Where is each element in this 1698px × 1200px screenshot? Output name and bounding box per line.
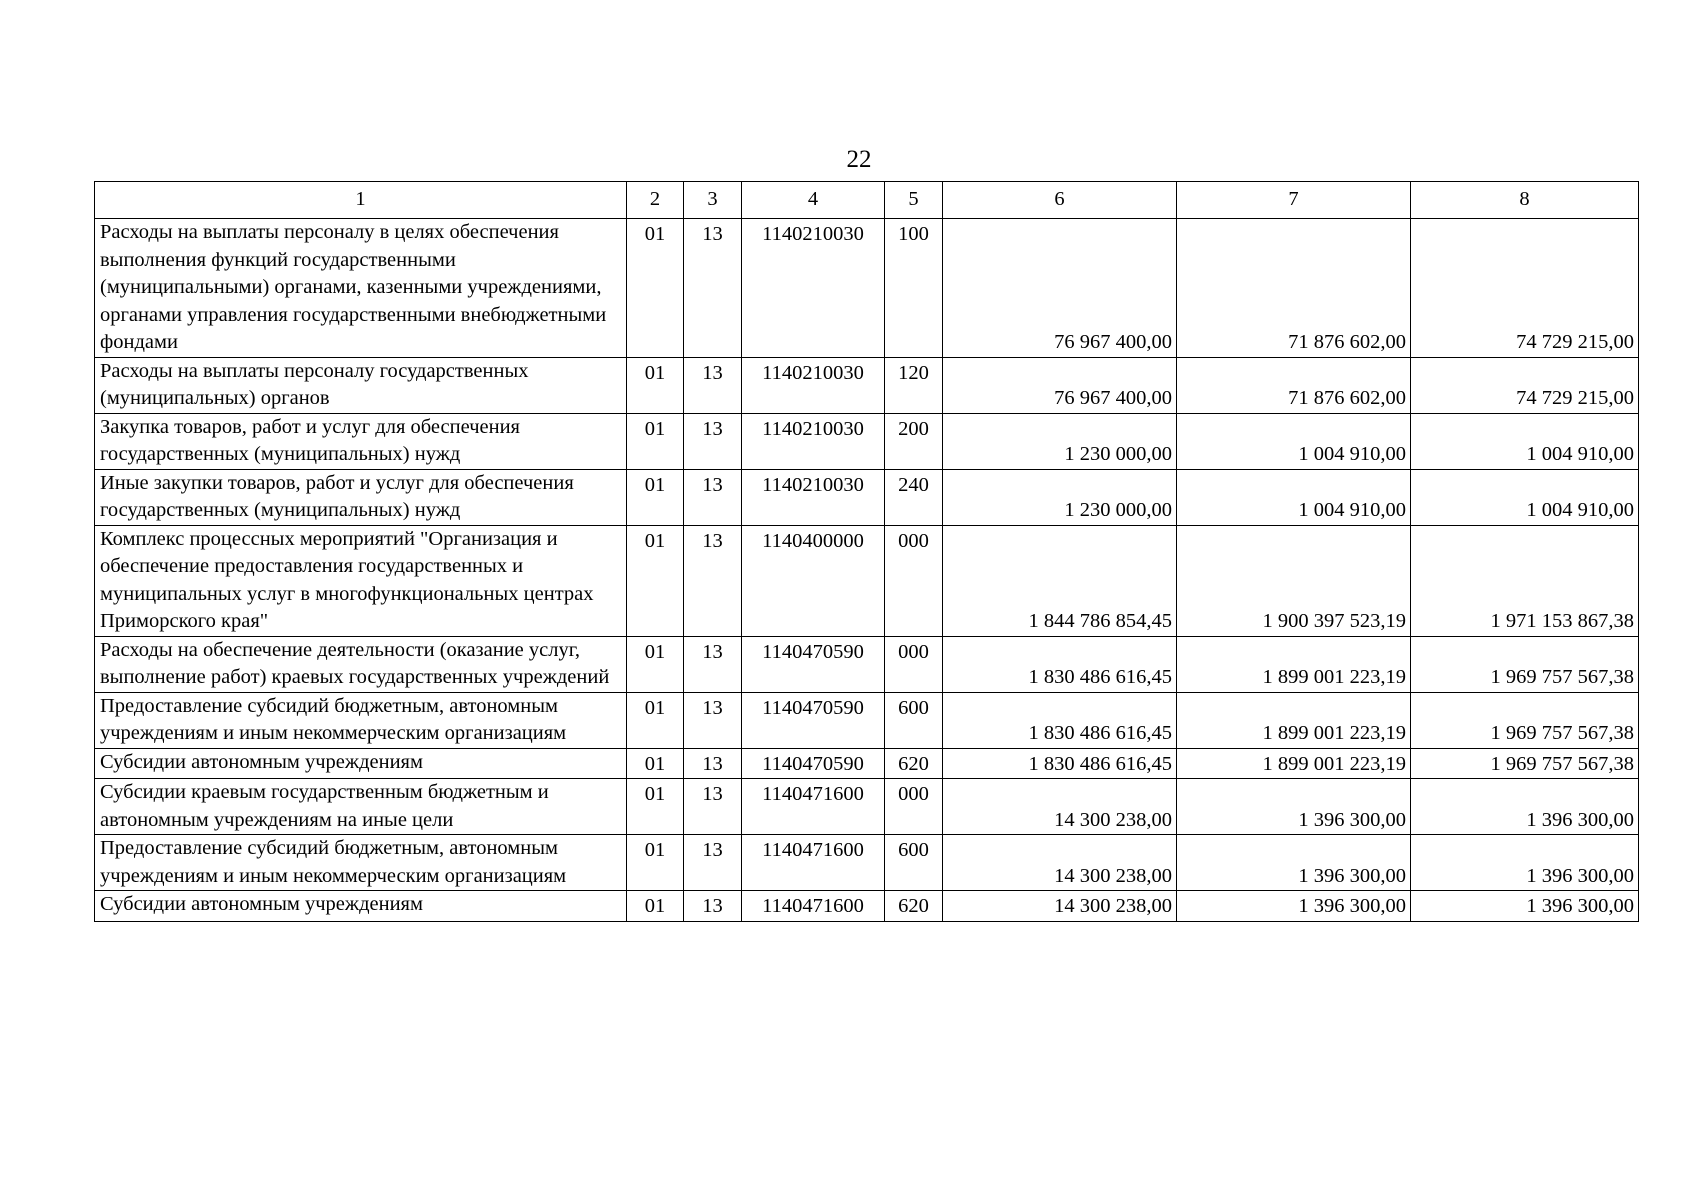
amount-cell: 1 396 300,00 xyxy=(1411,835,1639,891)
expense-type-cell: 000 xyxy=(885,779,943,835)
table-row xyxy=(95,219,1639,358)
row-name-cell: Субсидии автономным учреждениям xyxy=(95,891,627,922)
subsection-code-cell: 13 xyxy=(684,748,742,779)
row-name-cell: Комплекс процессных мероприятий "Организация и обеспечение предоставления государственных и муниципальных услуг в многофункциональных центрах Приморского края" xyxy=(95,525,627,636)
table-row xyxy=(95,692,1639,748)
row-name-cell: Предоставление субсидий бюджетным, автономным учреждениям и иным некоммерческим организациям xyxy=(95,692,627,748)
expense-type-cell: 000 xyxy=(885,525,943,636)
amount-cell: 1 230 000,00 xyxy=(943,469,1177,525)
section-code-cell: 01 xyxy=(627,525,684,636)
header-cell: 7 xyxy=(1177,182,1411,219)
table-body xyxy=(95,219,1639,922)
target-article-cell: 1140470590 xyxy=(742,748,885,779)
subsection-code-cell: 13 xyxy=(684,636,742,692)
expense-type-cell: 600 xyxy=(885,692,943,748)
amount-cell: 14 300 238,00 xyxy=(943,779,1177,835)
page-number: 22 xyxy=(846,146,872,173)
table-row xyxy=(95,748,1639,779)
subsection-code-cell: 13 xyxy=(684,835,742,891)
subsection-code-cell: 13 xyxy=(684,357,742,413)
amount-cell: 1 396 300,00 xyxy=(1177,835,1411,891)
amount-cell: 1 004 910,00 xyxy=(1177,469,1411,525)
section-code-cell: 01 xyxy=(627,692,684,748)
target-article-cell: 1140471600 xyxy=(742,835,885,891)
expense-type-cell: 620 xyxy=(885,891,943,922)
expense-type-cell: 100 xyxy=(885,219,943,358)
header-cell: 6 xyxy=(943,182,1177,219)
target-article-cell: 1140470590 xyxy=(742,636,885,692)
table-row xyxy=(95,891,1639,922)
expense-type-cell: 620 xyxy=(885,748,943,779)
target-article-cell: 1140470590 xyxy=(742,692,885,748)
amount-cell: 14 300 238,00 xyxy=(943,891,1177,922)
amount-cell: 1 969 757 567,38 xyxy=(1411,748,1639,779)
header-cell: 5 xyxy=(885,182,943,219)
amount-cell: 71 876 602,00 xyxy=(1177,219,1411,358)
expense-type-cell: 600 xyxy=(885,835,943,891)
row-name-cell: Закупка товаров, работ и услуг для обеспечения государственных (муниципальных) нужд xyxy=(95,413,627,469)
expense-type-cell: 120 xyxy=(885,357,943,413)
target-article-cell: 1140210030 xyxy=(742,469,885,525)
amount-cell: 1 230 000,00 xyxy=(943,413,1177,469)
target-article-cell: 1140210030 xyxy=(742,413,885,469)
section-code-cell: 01 xyxy=(627,469,684,525)
row-name-cell: Иные закупки товаров, работ и услуг для обеспечения государственных (муниципальных) нужд xyxy=(95,469,627,525)
header-cell: 1 xyxy=(95,182,627,219)
amount-cell: 1 844 786 854,45 xyxy=(943,525,1177,636)
section-code-cell: 01 xyxy=(627,413,684,469)
header-row xyxy=(95,182,1639,219)
section-code-cell: 01 xyxy=(627,636,684,692)
subsection-code-cell: 13 xyxy=(684,469,742,525)
target-article-cell: 1140210030 xyxy=(742,357,885,413)
amount-cell: 1 396 300,00 xyxy=(1177,779,1411,835)
expense-type-cell: 000 xyxy=(885,636,943,692)
amount-cell: 1 830 486 616,45 xyxy=(943,692,1177,748)
header-cell: 4 xyxy=(742,182,885,219)
amount-cell: 1 396 300,00 xyxy=(1411,891,1639,922)
header-cell: 8 xyxy=(1411,182,1639,219)
row-name-cell: Расходы на выплаты персоналу государственных (муниципальных) органов xyxy=(95,357,627,413)
subsection-code-cell: 13 xyxy=(684,525,742,636)
amount-cell: 1 004 910,00 xyxy=(1411,469,1639,525)
section-code-cell: 01 xyxy=(627,357,684,413)
target-article-cell: 1140471600 xyxy=(742,891,885,922)
table-row xyxy=(95,779,1639,835)
amount-cell: 74 729 215,00 xyxy=(1411,357,1639,413)
amount-cell: 1 004 910,00 xyxy=(1411,413,1639,469)
section-code-cell: 01 xyxy=(627,748,684,779)
header-cell: 3 xyxy=(684,182,742,219)
amount-cell: 71 876 602,00 xyxy=(1177,357,1411,413)
row-name-cell: Расходы на обеспечение деятельности (оказание услуг, выполнение работ) краевых государственных учреждений xyxy=(95,636,627,692)
table-row xyxy=(95,357,1639,413)
section-code-cell: 01 xyxy=(627,779,684,835)
section-code-cell: 01 xyxy=(627,835,684,891)
target-article-cell: 1140400000 xyxy=(742,525,885,636)
amount-cell: 1 969 757 567,38 xyxy=(1411,636,1639,692)
expense-type-cell: 200 xyxy=(885,413,943,469)
amount-cell: 1 971 153 867,38 xyxy=(1411,525,1639,636)
row-name-cell: Предоставление субсидий бюджетным, автономным учреждениям и иным некоммерческим организациям xyxy=(95,835,627,891)
budget-table xyxy=(94,181,1639,922)
table-row xyxy=(95,413,1639,469)
header-cell: 2 xyxy=(627,182,684,219)
target-article-cell: 1140471600 xyxy=(742,779,885,835)
amount-cell: 76 967 400,00 xyxy=(943,357,1177,413)
amount-cell: 1 396 300,00 xyxy=(1177,891,1411,922)
amount-cell: 1 830 486 616,45 xyxy=(943,748,1177,779)
amount-cell: 1 899 001 223,19 xyxy=(1177,636,1411,692)
subsection-code-cell: 13 xyxy=(684,779,742,835)
subsection-code-cell: 13 xyxy=(684,692,742,748)
amount-cell: 1 900 397 523,19 xyxy=(1177,525,1411,636)
expense-type-cell: 240 xyxy=(885,469,943,525)
table-row xyxy=(95,469,1639,525)
amount-cell: 1 899 001 223,19 xyxy=(1177,748,1411,779)
amount-cell: 1 969 757 567,38 xyxy=(1411,692,1639,748)
section-code-cell: 01 xyxy=(627,219,684,358)
table-row xyxy=(95,525,1639,636)
row-name-cell: Субсидии краевым государственным бюджетным и автономным учреждениям на иные цели xyxy=(95,779,627,835)
table-row xyxy=(95,835,1639,891)
amount-cell: 76 967 400,00 xyxy=(943,219,1177,358)
amount-cell: 1 004 910,00 xyxy=(1177,413,1411,469)
row-name-cell: Субсидии автономным учреждениям xyxy=(95,748,627,779)
amount-cell: 74 729 215,00 xyxy=(1411,219,1639,358)
subsection-code-cell: 13 xyxy=(684,219,742,358)
amount-cell: 14 300 238,00 xyxy=(943,835,1177,891)
table-row xyxy=(95,636,1639,692)
amount-cell: 1 396 300,00 xyxy=(1411,779,1639,835)
amount-cell: 1 830 486 616,45 xyxy=(943,636,1177,692)
subsection-code-cell: 13 xyxy=(684,891,742,922)
subsection-code-cell: 13 xyxy=(684,413,742,469)
row-name-cell: Расходы на выплаты персоналу в целях обеспечения выполнения функций государственными (муниципальными) органами, казенными учреждениями, органами управления государственными внебюджетными фондами xyxy=(95,219,627,358)
section-code-cell: 01 xyxy=(627,891,684,922)
amount-cell: 1 899 001 223,19 xyxy=(1177,692,1411,748)
target-article-cell: 1140210030 xyxy=(742,219,885,358)
